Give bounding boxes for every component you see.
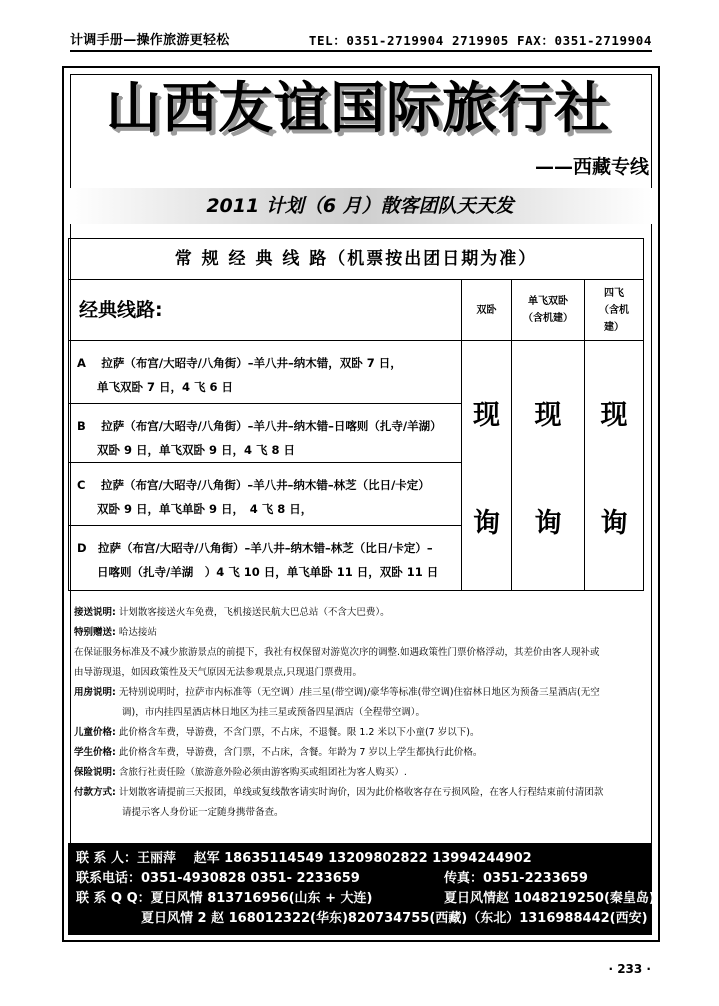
note-line: 保险说明: 含旅行社责任险（旅游意外险必须由游客购买或组团社为客人购买）.: [74, 767, 407, 778]
route-header: 经典线路:: [68, 279, 462, 341]
col-header-text: 单飞双卧: [528, 296, 568, 307]
contact-line: 联 系 Q Q：夏日风情 813716956(山东 + 大连) 夏日风情赵 1048219250(秦皇岛): [76, 891, 655, 906]
note-line: 在保证服务标准及不减少旅游景点的前提下，我社有权保留对游览次序的调整.如遇政策性门票价格浮动，其差价由客人现补或: [74, 647, 600, 658]
price-cell-single-fly: [511, 340, 585, 591]
brand-title: 山西友谊国际旅行社: [105, 76, 610, 140]
price-text: 询: [534, 508, 562, 539]
route-item-d: [68, 525, 462, 591]
contact-block: [68, 843, 655, 935]
note-line: 调)，市内挂四星酒店林日地区为挂三星或预备四星酒店（全程带空调）。: [122, 707, 425, 718]
note-line: 由导游现退，如因政策性及天气原因无法参观景点,只现退门票费用。: [74, 667, 363, 678]
col-header-four-fly: [584, 279, 644, 341]
route-text: 日喀则（扎寺/羊湖 ）4 飞 10 日，单飞单卧 11 日，双卧 11 日: [97, 565, 439, 579]
route-item-a: [68, 340, 462, 404]
note-line: 特别赠送: 哈达接站: [74, 627, 157, 638]
brand-subtitle: ——西藏专线: [534, 156, 649, 178]
plan-banner: 2011 计划（6 月）散客团队天天发: [68, 188, 652, 224]
route-item-c: [68, 462, 462, 526]
route-text: 双卧 9 日，单飞单卧 9 日， 4 飞 8 日，: [97, 502, 313, 516]
col-header-single-fly: [511, 279, 585, 341]
col-header-text: 四飞: [604, 287, 624, 299]
col-header-text: （含机: [599, 304, 629, 316]
note-line: 请提示客人身份证一定随身携带备查。: [122, 807, 284, 818]
route-text: B 拉萨（布宫/大昭寺/八角街）–羊八井–纳木错–日喀则（扎寺/羊湖）: [77, 419, 442, 433]
route-item-b: [68, 403, 462, 463]
header-slogan: 计调手册—操作旅游更轻松: [70, 33, 230, 48]
col-header-text: （含机建）: [523, 313, 573, 324]
price-text: 现: [534, 400, 562, 431]
price-text: 询: [473, 508, 500, 539]
price-text: 询: [600, 508, 628, 539]
note-line: 接送说明: 计划散客接送火车免费，飞机接送民航大巴总站（不含大巴费）。: [74, 607, 390, 618]
route-text: 单飞双卧 7 日，4 飞 6 日: [97, 380, 234, 394]
route-text: 双卧 9 日，单飞双卧 9 日，4 飞 8 日: [97, 443, 296, 457]
price-cell-four-fly: [584, 340, 644, 591]
price-text: 现: [473, 400, 500, 431]
table-title: 常 规 经 典 线 路（机票按出团日期为准）: [68, 238, 644, 280]
contact-line: 联 系 人：王丽萍 赵军 18635114549 13209802822 13994244902: [76, 851, 532, 866]
header-contact: TEL：0351-2719904 2719905 FAX：0351-2719904: [308, 33, 652, 48]
contact-line: 夏日风情 2 赵 168012322(华东)820734755(西藏)（东北）1316988442(西安): [76, 911, 648, 926]
route-text: D 拉萨（布宫/大昭寺/八角街）–羊八井–纳木错–林芝（比日/卡定）–: [77, 541, 433, 555]
note-line: 付款方式: 计划散客请提前三天报团，单线或复线散客请实时询价，因为此价格收客存在亏损风险，在客人行程结束前付清团款: [74, 787, 604, 798]
route-text: C 拉萨（布宫/大昭寺/八角街）–羊八井–纳木错–林芝（比日/卡定）: [77, 478, 430, 492]
note-line: 儿童价格: 此价格含车费，导游费，不含门票，不占床，不退餐。限 1.2 米以下小童(7 岁以下)。: [74, 727, 480, 738]
price-cell-double-sleeper: [461, 340, 512, 591]
col-header-text: 双卧: [476, 304, 497, 316]
col-header-double-sleeper: [461, 279, 512, 341]
page-header: [70, 32, 652, 52]
page-number: · 233 ·: [608, 962, 651, 976]
price-text: 现: [600, 400, 628, 431]
notes-section: [74, 603, 648, 823]
col-header-text: 建）: [604, 321, 624, 333]
route-text: A 拉萨（布宫/大昭寺/八角街）–羊八井–纳木错，双卧 7 日，: [77, 356, 402, 370]
note-line: 学生价格: 此价格含车费，导游费，含门票，不占床，含餐。年龄为 7 岁以上学生都执行此价格。: [74, 747, 483, 758]
contact-line: 联系电话：0351-4930828 0351- 2233659 传真：0351-2233659: [76, 871, 588, 886]
note-line: 用房说明: 无特别说明时，拉萨市内标准等（无空调）/挂三星(带空调)/豪华等标准(带空调)住宿林日地区为预备三星酒店(无空: [74, 687, 600, 698]
